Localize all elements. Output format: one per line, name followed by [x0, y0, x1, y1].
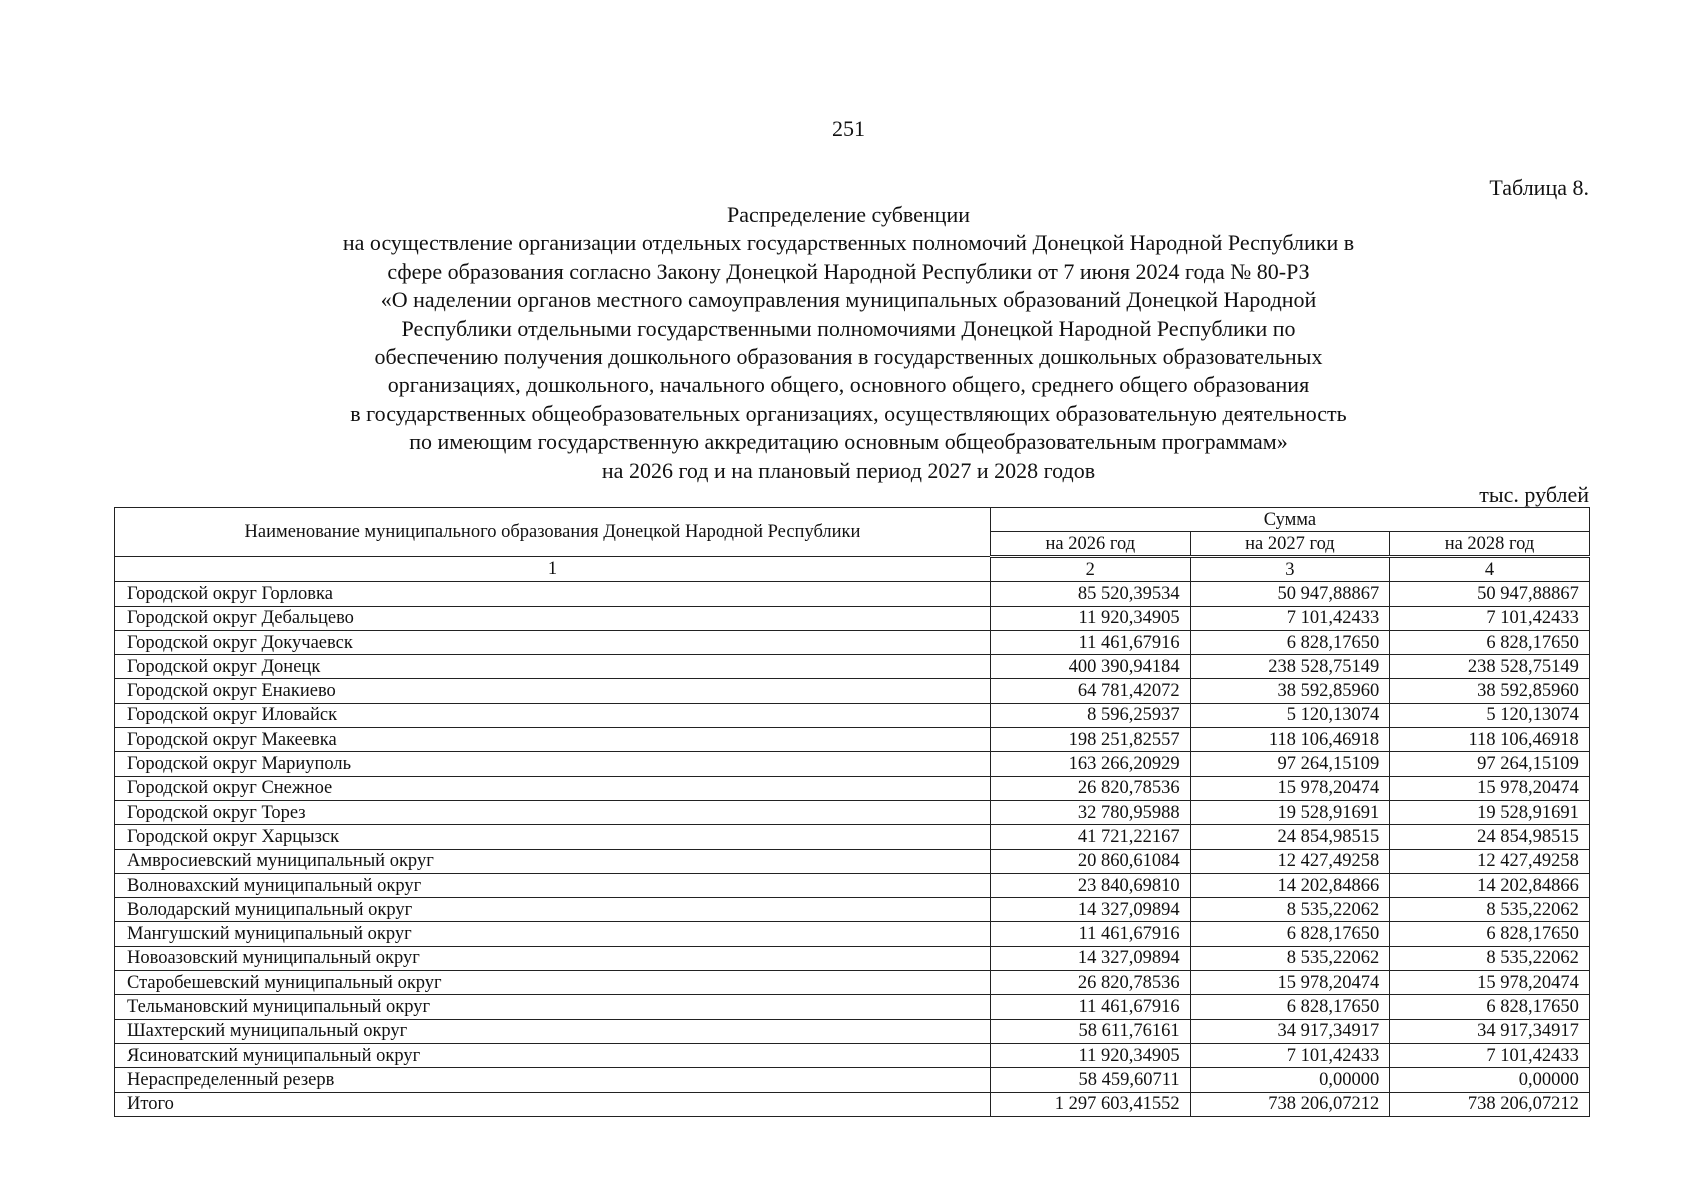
- row-value-2027: 6 828,17650: [1190, 630, 1390, 654]
- row-value-2027: 7 101,42433: [1190, 1043, 1390, 1067]
- row-name: Тельмановский муниципальный округ: [115, 995, 991, 1019]
- row-value-2028: 24 854,98515: [1390, 825, 1590, 849]
- row-name: Старобешевский муниципальный округ: [115, 971, 991, 995]
- row-value-2028: 6 828,17650: [1390, 630, 1590, 654]
- row-value-2026: 8 596,25937: [991, 703, 1191, 727]
- title-line: на осуществление организации отдельных государственных полномочий Донецкой Народной Республики в: [342, 230, 1355, 256]
- row-value-2026: 58 611,76161: [991, 1019, 1191, 1043]
- row-name: Городской округ Макеевка: [115, 728, 991, 752]
- row-name: Городской округ Донецк: [115, 655, 991, 679]
- row-value-2028: 97 264,15109: [1390, 752, 1590, 776]
- table-row: [115, 995, 1590, 1019]
- row-value-2028: 15 978,20474: [1390, 971, 1590, 995]
- table-row: [115, 971, 1590, 995]
- row-value-2026: 64 781,42072: [991, 679, 1191, 703]
- row-value-2026: 11 461,67916: [991, 995, 1191, 1019]
- page-number: 251: [832, 116, 865, 141]
- title-line: обеспечению получения дошкольного образования в государственных дошкольных образовательных: [374, 344, 1323, 370]
- row-value-2026: 58 459,60711: [991, 1068, 1191, 1092]
- row-value-2028: 238 528,75149: [1390, 655, 1590, 679]
- row-name: Городской округ Докучаевск: [115, 630, 991, 654]
- document-title: [200, 201, 1497, 485]
- row-value-2028: 118 106,46918: [1390, 728, 1590, 752]
- row-name: Амвросиевский муниципальный округ: [115, 849, 991, 873]
- row-name: Ясиноватский муниципальный округ: [115, 1043, 991, 1067]
- row-value-2027: 12 427,49258: [1190, 849, 1390, 873]
- table-row: [115, 800, 1590, 824]
- header-year-2026: на 2026 год: [991, 532, 1191, 557]
- row-value-2026: 1 297 603,41552: [991, 1092, 1191, 1116]
- row-value-2026: 198 251,82557: [991, 728, 1191, 752]
- row-value-2027: 5 120,13074: [1190, 703, 1390, 727]
- row-name: Володарский муниципальный округ: [115, 898, 991, 922]
- title-line: сфере образования согласно Закону Донецкой Народной Республики от 7 июня 2024 года № 80-РЗ: [387, 258, 1310, 284]
- row-value-2028: 8 535,22062: [1390, 946, 1590, 970]
- row-value-2027: 24 854,98515: [1190, 825, 1390, 849]
- row-value-2027: 6 828,17650: [1190, 922, 1390, 946]
- row-name: Итого: [115, 1092, 991, 1116]
- row-value-2026: 32 780,95988: [991, 800, 1191, 824]
- table-row: [115, 728, 1590, 752]
- row-value-2026: 85 520,39534: [991, 582, 1191, 606]
- row-value-2027: 0,00000: [1190, 1068, 1390, 1092]
- table-row: [115, 1092, 1590, 1116]
- row-value-2028: 0,00000: [1390, 1068, 1590, 1092]
- row-value-2028: 38 592,85960: [1390, 679, 1590, 703]
- table-row: [115, 752, 1590, 776]
- row-value-2026: 26 820,78536: [991, 776, 1191, 800]
- row-name: Городской округ Дебальцево: [115, 606, 991, 630]
- row-value-2026: 14 327,09894: [991, 946, 1191, 970]
- row-value-2028: 7 101,42433: [1390, 1043, 1590, 1067]
- header-year-2027: на 2027 год: [1190, 532, 1390, 557]
- row-value-2028: 34 917,34917: [1390, 1019, 1590, 1043]
- header-sum: Сумма: [991, 508, 1590, 532]
- row-name: Городской округ Торез: [115, 800, 991, 824]
- row-value-2026: 23 840,69810: [991, 873, 1191, 897]
- row-name: Шахтерский муниципальный округ: [115, 1019, 991, 1043]
- row-name: Волновахский муниципальный округ: [115, 873, 991, 897]
- row-value-2027: 50 947,88867: [1190, 582, 1390, 606]
- column-number-row: [115, 557, 1590, 582]
- row-name: Городской округ Енакиево: [115, 679, 991, 703]
- row-value-2028: 738 206,07212: [1390, 1092, 1590, 1116]
- subvention-table-container: [114, 507, 1589, 1117]
- row-value-2026: 11 920,34905: [991, 606, 1191, 630]
- table-row: [115, 776, 1590, 800]
- row-value-2028: 7 101,42433: [1390, 606, 1590, 630]
- row-name: Городской округ Иловайск: [115, 703, 991, 727]
- row-value-2028: 8 535,22062: [1390, 898, 1590, 922]
- row-name: Новоазовский муниципальный округ: [115, 946, 991, 970]
- table-row: [115, 703, 1590, 727]
- row-value-2026: 11 461,67916: [991, 922, 1191, 946]
- table-body: [115, 557, 1590, 1117]
- column-number: 3: [1190, 557, 1390, 582]
- row-value-2027: 8 535,22062: [1190, 946, 1390, 970]
- table-row: [115, 825, 1590, 849]
- row-value-2027: 38 592,85960: [1190, 679, 1390, 703]
- row-name: Городской округ Мариуполь: [115, 752, 991, 776]
- table-row: [115, 1043, 1590, 1067]
- table-label: Таблица 8.: [1489, 175, 1589, 200]
- units-label: тыс. рублей: [1479, 482, 1589, 507]
- row-value-2027: 19 528,91691: [1190, 800, 1390, 824]
- row-value-2027: 738 206,07212: [1190, 1092, 1390, 1116]
- row-value-2027: 15 978,20474: [1190, 776, 1390, 800]
- row-name: Нераспределенный резерв: [115, 1068, 991, 1092]
- column-number: 1: [115, 557, 991, 582]
- row-value-2027: 6 828,17650: [1190, 995, 1390, 1019]
- row-value-2027: 14 202,84866: [1190, 873, 1390, 897]
- table-row: [115, 1068, 1590, 1092]
- header-year-2028: на 2028 год: [1390, 532, 1590, 557]
- row-value-2027: 15 978,20474: [1190, 971, 1390, 995]
- column-number: 2: [991, 557, 1191, 582]
- row-value-2027: 118 106,46918: [1190, 728, 1390, 752]
- table-row: [115, 946, 1590, 970]
- table-row: [115, 1019, 1590, 1043]
- row-value-2026: 20 860,61084: [991, 849, 1191, 873]
- row-value-2028: 5 120,13074: [1390, 703, 1590, 727]
- row-value-2026: 400 390,94184: [991, 655, 1191, 679]
- row-name: Мангушский муниципальный округ: [115, 922, 991, 946]
- table-row: [115, 873, 1590, 897]
- row-value-2027: 238 528,75149: [1190, 655, 1390, 679]
- title-line: «О наделении органов местного самоуправления муниципальных образований Донецкой Народной: [380, 287, 1317, 313]
- row-value-2028: 14 202,84866: [1390, 873, 1590, 897]
- row-value-2028: 19 528,91691: [1390, 800, 1590, 824]
- row-name: Городской округ Харцызск: [115, 825, 991, 849]
- table-row: [115, 582, 1590, 606]
- table-row: [115, 679, 1590, 703]
- row-value-2026: 41 721,22167: [991, 825, 1191, 849]
- title-line: организациях, дошкольного, начального общего, основного общего, среднего общего образования: [387, 372, 1310, 398]
- table-row: [115, 922, 1590, 946]
- row-name: Городской округ Снежное: [115, 776, 991, 800]
- title-line: на 2026 год и на плановый период 2027 и 2028 годов: [601, 457, 1096, 483]
- row-value-2028: 50 947,88867: [1390, 582, 1590, 606]
- row-value-2028: 6 828,17650: [1390, 922, 1590, 946]
- row-value-2027: 97 264,15109: [1190, 752, 1390, 776]
- subvention-table: [114, 507, 1590, 1117]
- row-name: Городской округ Горловка: [115, 582, 991, 606]
- title-line: Распределение субвенции: [726, 202, 971, 227]
- table-row: [115, 630, 1590, 654]
- row-value-2026: 11 461,67916: [991, 630, 1191, 654]
- row-value-2027: 7 101,42433: [1190, 606, 1390, 630]
- row-value-2026: 163 266,20929: [991, 752, 1191, 776]
- title-line: в государственных общеобразовательных организациях, осуществляющих образовательную деятельность: [350, 400, 1347, 426]
- table-row: [115, 898, 1590, 922]
- title-line: по имеющим государственную аккредитацию основным общеобразовательным программам»: [409, 429, 1288, 455]
- row-value-2026: 14 327,09894: [991, 898, 1191, 922]
- column-number: 4: [1390, 557, 1590, 582]
- row-value-2026: 26 820,78536: [991, 971, 1191, 995]
- title-line: Республики отдельными государственными полномочиями Донецкой Народной Республики по: [401, 315, 1296, 341]
- row-value-2028: 12 427,49258: [1390, 849, 1590, 873]
- table-row: [115, 849, 1590, 873]
- header-municipality: Наименование муниципального образования Донецкой Народной Республики: [115, 508, 991, 557]
- row-value-2028: 6 828,17650: [1390, 995, 1590, 1019]
- row-value-2026: 11 920,34905: [991, 1043, 1191, 1067]
- row-value-2028: 15 978,20474: [1390, 776, 1590, 800]
- row-value-2027: 8 535,22062: [1190, 898, 1390, 922]
- table-row: [115, 655, 1590, 679]
- row-value-2027: 34 917,34917: [1190, 1019, 1390, 1043]
- table-row: [115, 606, 1590, 630]
